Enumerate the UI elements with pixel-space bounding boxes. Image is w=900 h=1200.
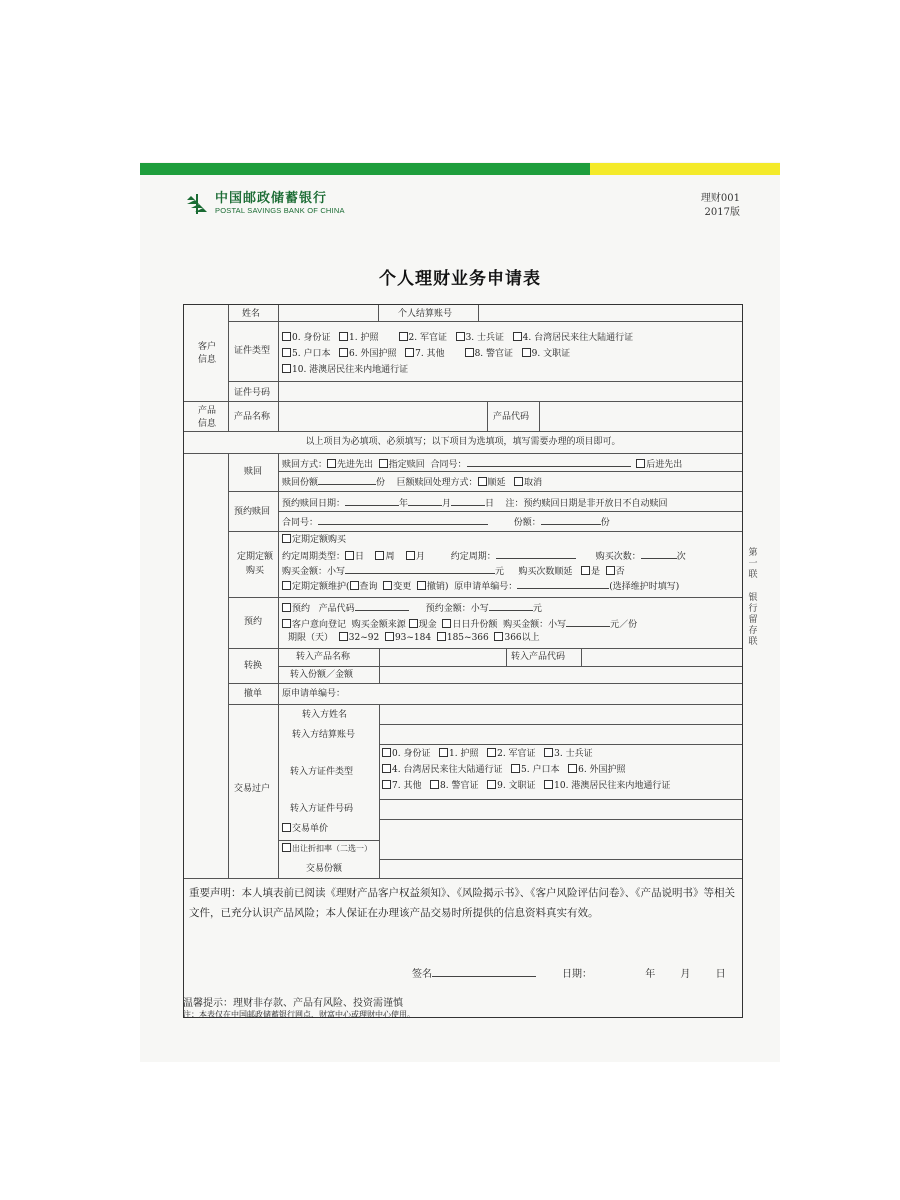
checkbox[interactable] — [282, 843, 291, 852]
id-type-option: 6. 外国护照 — [578, 765, 626, 775]
copy-note — [746, 548, 760, 648]
buy-amount-label: 购买金额：小写 — [503, 620, 567, 630]
page-title: 个人理财业务申请表 — [379, 269, 541, 289]
form-number — [701, 192, 740, 220]
option-label: 预约 — [292, 604, 311, 614]
redeem-method-label: 赎回方式： — [282, 460, 328, 470]
reserve-row3 — [288, 632, 540, 644]
checkbox[interactable] — [339, 348, 348, 357]
orig-no-field[interactable] — [517, 579, 609, 589]
cancel-label: 撤单 — [244, 689, 263, 699]
id-type-row1 — [282, 332, 633, 344]
optional-notice: 以上项目为必填项、必须填写；以下项目为选填项，填写需要办理的项目即可。 — [305, 437, 621, 447]
contract-no-label: 合同号： — [430, 460, 467, 470]
times-label: 购买次数： — [595, 552, 641, 562]
cancel-orig-no-label: 原申请单编号： — [282, 689, 346, 699]
day-label: 日 — [485, 499, 495, 509]
discount-label: 出让折扣率（二选一） — [292, 844, 372, 853]
unit-label: 元／份 — [610, 620, 638, 630]
checkbox[interactable] — [456, 332, 465, 341]
scheduled-label-line: 定期定额 — [236, 552, 273, 562]
checkbox[interactable] — [282, 603, 291, 612]
checkbox[interactable] — [406, 551, 415, 560]
checkbox[interactable] — [511, 764, 520, 773]
scheduled-row1 — [282, 534, 346, 546]
checkbox[interactable] — [442, 619, 451, 628]
side-char: 留 — [748, 615, 758, 625]
checkbox[interactable] — [385, 632, 394, 641]
year-field[interactable] — [345, 496, 399, 506]
customer-info-label: 客户信息 — [197, 342, 216, 365]
orig-hint: (选择维护时填写) — [609, 582, 680, 592]
id-type-label: 证件类型 — [234, 346, 271, 356]
reserve-note: 注：预约赎回日期是非开放日不自动赎回 — [505, 499, 668, 509]
id-type-option: 10. 港澳居民往来内地通行证 — [292, 365, 409, 375]
contract-no-label: 合同号： — [282, 518, 319, 528]
checkbox[interactable] — [417, 581, 426, 590]
id-type-option: 2. 军官证 — [408, 333, 447, 343]
id-type-option: 1. 护照 — [349, 333, 379, 343]
transfer-id-no-label: 转入方证件号码 — [290, 804, 354, 814]
id-type-option: 1. 护照 — [449, 749, 479, 759]
maintain-label: 定期定额维护( — [292, 582, 350, 592]
redeem-row1 — [282, 457, 682, 471]
side-char: 第 — [748, 548, 758, 558]
warm-tip: 温馨提示：理财非存款、产品有风险、投资需谨慎 — [183, 998, 403, 1009]
id-type-row2 — [282, 348, 570, 360]
id-type-option: 4. 台湾居民来往大陆通行证 — [522, 333, 634, 343]
checkbox[interactable] — [375, 551, 384, 560]
usage-note: 注：本表仅在中国邮政储蓄银行网点、财富中心或理财中心使用。 — [183, 1010, 415, 1019]
switch-in-code-label: 转入产品代码 — [511, 652, 566, 662]
checkbox[interactable] — [350, 581, 359, 590]
transfer-shares-label: 交易份额 — [306, 864, 343, 874]
unit-label: 份 — [376, 478, 386, 488]
option-label: 撤销) — [427, 582, 449, 592]
checkbox[interactable] — [399, 332, 408, 341]
checkbox[interactable] — [345, 551, 354, 560]
scheduled-row4 — [282, 579, 679, 593]
period-label: 约定周期： — [450, 552, 496, 562]
reserve-redeem-row2 — [282, 515, 610, 529]
psbc-logo-icon — [185, 192, 209, 216]
checkbox[interactable] — [494, 632, 503, 641]
option-label: 定期定额购买 — [292, 535, 347, 545]
sign-label: 签名 — [412, 969, 432, 980]
reserve-row1 — [282, 601, 542, 615]
checkbox[interactable] — [409, 619, 418, 628]
term-option: 185~366 — [446, 633, 489, 643]
reserve-redeem-label: 预约赎回 — [234, 507, 271, 517]
option-label: 指定赎回 — [388, 460, 425, 470]
transfer-discount — [282, 843, 372, 855]
checkbox[interactable] — [439, 748, 448, 757]
checkbox[interactable] — [487, 780, 496, 789]
checkbox[interactable] — [282, 332, 291, 341]
option-label: 否 — [615, 567, 625, 577]
redeem-label: 赎回 — [244, 467, 263, 477]
checkbox[interactable] — [379, 459, 388, 468]
checkbox[interactable] — [430, 780, 439, 789]
side-char: 存 — [748, 626, 758, 636]
id-type-option: 6. 外国护照 — [349, 349, 397, 359]
transfer-label: 交易过户 — [234, 784, 271, 794]
term-option: 93~184 — [394, 633, 432, 643]
large-redeem-label: 巨额赎回处理方式： — [396, 478, 478, 488]
reserve-label: 预约 — [244, 617, 263, 627]
id-type-option: 0. 身份证 — [392, 749, 431, 759]
id-type-option: 0. 身份证 — [292, 333, 331, 343]
side-char: 联 — [748, 637, 758, 647]
id-type-option: 5. 户口本 — [521, 765, 560, 775]
amount-label: 预约金额：小写 — [425, 604, 489, 614]
side-char: 银 — [748, 593, 758, 603]
orig-no-label: 原申请单编号： — [454, 582, 518, 592]
checkbox[interactable] — [544, 748, 553, 757]
checkbox[interactable] — [282, 364, 291, 373]
id-type-option: 7. 其他 — [415, 349, 445, 359]
product-info-label: 产品信息 — [197, 406, 216, 429]
product-name-label: 产品名称 — [234, 412, 271, 422]
checkbox[interactable] — [636, 459, 645, 468]
checkbox[interactable] — [282, 823, 291, 832]
reserve-redeem-row1 — [282, 496, 668, 510]
checkbox[interactable] — [339, 632, 348, 641]
checkbox[interactable] — [514, 477, 523, 486]
id-type-option: 3. 士兵证 — [554, 749, 593, 759]
scheduled-row2 — [282, 549, 686, 563]
id-number-label: 证件号码 — [234, 388, 271, 398]
id-type-option: 2. 军官证 — [497, 749, 536, 759]
transfer-name-label: 转入方姓名 — [302, 710, 348, 720]
unit-label: 次 — [676, 552, 686, 562]
checkbox[interactable] — [382, 764, 391, 773]
option-label: 后进先出 — [646, 460, 683, 470]
transfer-id-type-label: 转入方证件类型 — [290, 767, 354, 777]
unit-label: 份 — [600, 518, 610, 528]
code-field[interactable] — [355, 601, 409, 611]
checkbox[interactable] — [282, 348, 291, 357]
contract-no-field[interactable] — [467, 457, 631, 467]
shares-field[interactable] — [318, 475, 376, 485]
option-label: 现金 — [418, 620, 437, 630]
month-label: 月 — [442, 499, 452, 509]
checkbox[interactable] — [487, 748, 496, 757]
option-label: 取消 — [524, 478, 543, 488]
month-field[interactable] — [408, 496, 442, 506]
reserve-row2 — [282, 617, 637, 631]
unit-price-label: 交易单价 — [292, 824, 329, 834]
checkbox[interactable] — [327, 459, 336, 468]
code-label: 产品代码 — [318, 604, 355, 614]
intent-label: 客户意向登记 — [292, 620, 347, 630]
signature-area — [412, 965, 536, 980]
shares-field[interactable] — [541, 515, 601, 525]
date-area — [562, 965, 726, 980]
buy-amount-field[interactable] — [566, 617, 610, 627]
checkbox[interactable] — [465, 348, 474, 357]
year-label: 年 — [645, 969, 656, 980]
day-label: 日 — [715, 969, 726, 980]
date-label: 日期： — [562, 969, 592, 980]
id-type-option: 3. 士兵证 — [465, 333, 505, 343]
id-type-row3 — [282, 364, 408, 376]
switch-in-shares-label: 转入份额／金额 — [290, 670, 354, 680]
scheduled-row3 — [282, 564, 625, 578]
term-option: 32~92 — [348, 633, 380, 643]
transfer-id-row2 — [382, 764, 626, 776]
checkbox[interactable] — [522, 348, 531, 357]
option-label: 变更 — [393, 582, 412, 592]
checkbox[interactable] — [513, 332, 522, 341]
id-type-option: 4. 台湾居民来往大陆通行证 — [392, 765, 503, 775]
option-label: 日日升份额 — [452, 620, 498, 630]
date-label: 预约赎回日期： — [282, 499, 346, 509]
id-type-option: 9. 文职证 — [497, 781, 536, 791]
id-type-option: 5. 户口本 — [292, 349, 331, 359]
source-label: 购买金额来源 — [351, 620, 406, 630]
option-label: 查询 — [359, 582, 378, 592]
checkbox[interactable] — [405, 348, 414, 357]
switch-label: 转换 — [244, 661, 263, 671]
checkbox[interactable] — [282, 619, 291, 628]
shares-label: 赎回份额 — [282, 478, 319, 488]
name-label: 姓名 — [242, 309, 261, 319]
form-paper — [140, 162, 780, 1062]
term-option: 366以上 — [504, 633, 540, 643]
option-label: 周 — [385, 552, 395, 562]
transfer-account-label: 转入方结算账号 — [292, 730, 356, 740]
id-type-option: 8. 警官证 — [440, 781, 479, 791]
amount-label: 购买金额：小写 — [282, 567, 346, 577]
times-field[interactable] — [641, 549, 677, 559]
side-char: 一 — [748, 559, 758, 569]
term-label: 期限（天） — [288, 633, 334, 643]
form-code: 理财001 — [700, 193, 740, 204]
id-type-option: 10. 港澳居民往来内地通行证 — [554, 781, 671, 791]
year-label: 年 — [399, 499, 409, 509]
option-label: 先进先出 — [337, 460, 374, 470]
yellow-stripe — [590, 163, 780, 175]
id-type-option: 7. 其他 — [392, 781, 422, 791]
amount-field[interactable] — [489, 601, 533, 611]
option-label: 日 — [355, 552, 365, 562]
bank-name-en: POSTAL SAVINGS BANK OF CHINA — [215, 206, 345, 215]
checkbox[interactable] — [581, 566, 590, 575]
bank-name-cn: 中国邮政储蓄银行 — [215, 191, 328, 206]
option-label: 月 — [415, 552, 425, 562]
redeem-row2 — [282, 475, 542, 489]
side-char: 行 — [748, 604, 758, 614]
checkbox[interactable] — [478, 477, 487, 486]
transfer-id-row3 — [382, 780, 670, 792]
id-type-option: 9. 文职证 — [531, 349, 571, 359]
checkbox[interactable] — [568, 764, 577, 773]
bank-logo — [185, 192, 345, 216]
amount-field[interactable] — [345, 564, 495, 574]
period-type-label: 约定周期类型： — [282, 552, 346, 562]
checkbox[interactable] — [383, 581, 392, 590]
application-form-table — [183, 304, 743, 1018]
shares-label: 份额： — [513, 518, 541, 528]
day-field[interactable] — [451, 496, 485, 506]
account-label: 个人结算账号 — [398, 309, 453, 319]
transfer-id-row1 — [382, 748, 593, 760]
checkbox[interactable] — [606, 566, 615, 575]
unit-label: 元 — [532, 604, 542, 614]
month-label: 月 — [680, 969, 691, 980]
checkbox[interactable] — [382, 748, 391, 757]
side-char: 联 — [748, 570, 758, 580]
option-label: 顺延 — [487, 478, 506, 488]
scheduled-label — [235, 550, 275, 578]
checkbox[interactable] — [382, 780, 391, 789]
checkbox[interactable] — [437, 632, 446, 641]
switch-in-name-label: 转入产品名称 — [296, 652, 351, 662]
id-type-option: 8. 警官证 — [474, 349, 514, 359]
transfer-unit-price — [282, 823, 328, 835]
checkbox[interactable] — [339, 332, 348, 341]
signature-field[interactable] — [432, 967, 536, 977]
checkbox[interactable] — [544, 780, 553, 789]
checkbox[interactable] — [282, 581, 291, 590]
green-stripe — [140, 163, 590, 175]
product-code-label: 产品代码 — [493, 412, 530, 422]
unit-label: 元 — [495, 567, 505, 577]
defer-label: 购买次数顺延 — [518, 567, 573, 577]
form-version: 2017版 — [704, 207, 740, 218]
scheduled-label-line: 购买 — [245, 566, 264, 576]
contract-no-field[interactable] — [318, 515, 488, 525]
checkbox[interactable] — [282, 534, 291, 543]
important-declaration: 重要声明：本人填表前已阅读《理财产品客户权益须知》、《风险揭示书》、《客户风险评估问卷》、《产品说明书》等相关文件，已充分认识产品风险；本人保证在办理该产品交易时所提供的信息资料真实有效。 — [189, 887, 735, 919]
period-field[interactable] — [496, 549, 576, 559]
option-label: 是 — [590, 567, 600, 577]
